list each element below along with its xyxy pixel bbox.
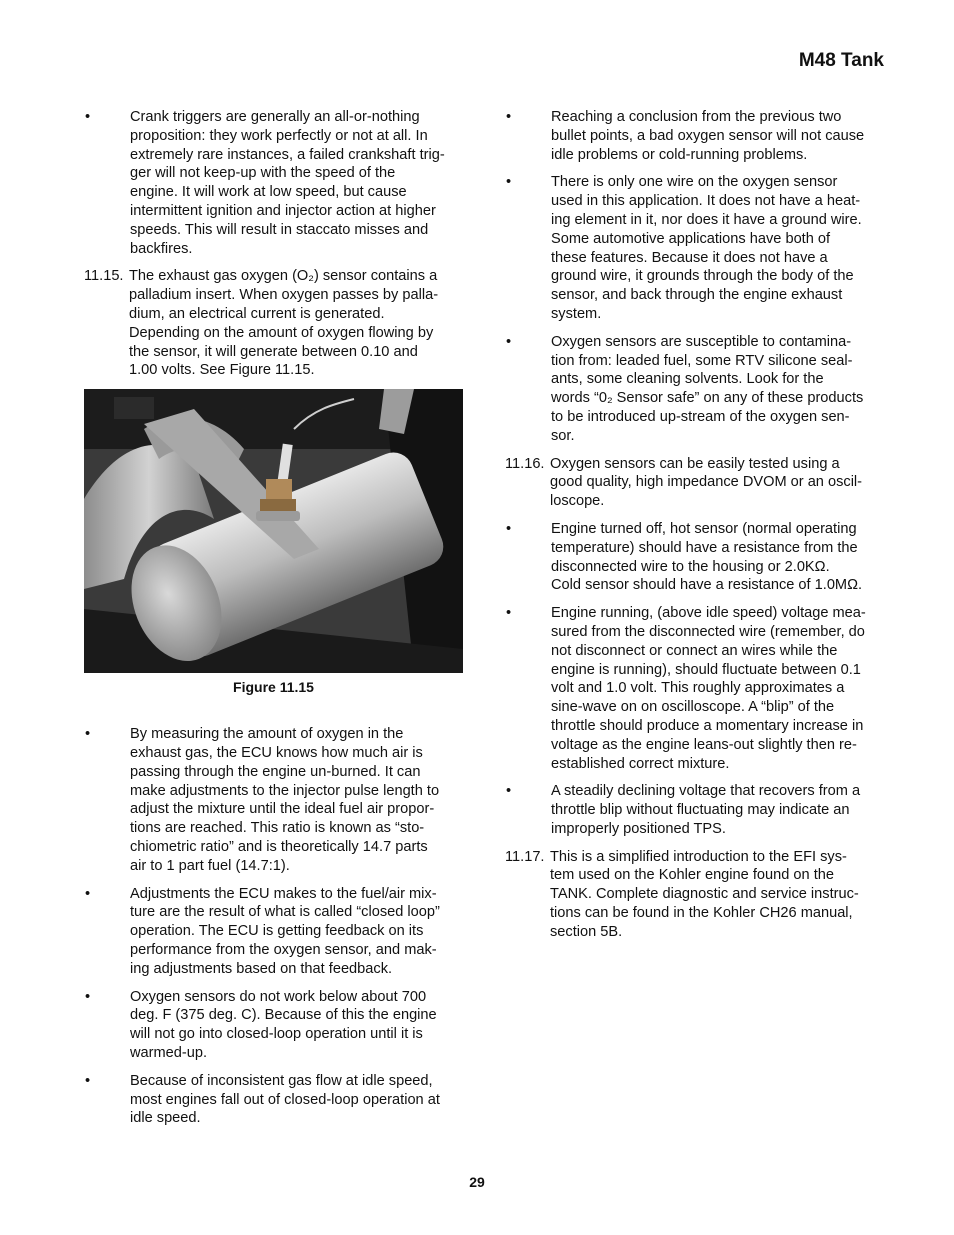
list-item: [505, 108, 885, 164]
list-item-text: The exhaust gas oxygen (O₂) sensor contains a palladium insert. When oxygen passes by palla- dium, an electrical current is generated. Depending on the amount of oxygen flowing by the sensor, it will generate between 0.10 and 1.00 volts. See Figure 11.15.: [129, 268, 439, 379]
left-items-after: [84, 725, 464, 1128]
list-item-text: Engine turned off, hot sensor (normal operating temperature) should have a resistance from the disconnected wire to the housing or 2.0KΩ. Cold sensor should have a resistance of 1.0MΩ.: [551, 520, 863, 594]
list-item: [84, 1072, 464, 1128]
list-marker: •: [85, 109, 91, 125]
list-marker: •: [506, 605, 512, 622]
list-marker: •: [506, 783, 512, 800]
list-item-text: A steadily declining voltage that recovers from a throttle blip without fluctuating may indicate an improperly positioned TPS.: [551, 783, 861, 837]
list-marker: •: [506, 333, 512, 350]
list-item: [84, 885, 464, 979]
list-marker: •: [506, 174, 512, 191]
section-number: 11.16.: [505, 455, 545, 472]
left-column: [84, 108, 464, 1137]
left-items-before: [84, 108, 464, 380]
list-item-text: Engine running, (above idle speed) voltage mea- sured from the disconnected wire (remember, do not disconnect or connect an wires while the engine is running), should fluctuate between 0.1 volt and 1.0 volt. This roughly approximates a sine-wave on on oscilloscope. A “blip” of the throttle should produce a momentary increase in voltage as the engine leans-out slightly then re- established correct mixture.: [551, 605, 866, 772]
list-item-text: Because of inconsistent gas flow at idle speed, most engines fall out of closed-loop operation at idle speed.: [130, 1072, 440, 1127]
list-item: [84, 988, 464, 1063]
page-number: 29: [469, 1174, 485, 1190]
list-item-text: Oxygen sensors do not work below about 700 deg. F (375 deg. C). Because of this the engine will not go into closed-loop operation until it is warmed-up.: [130, 988, 437, 1061]
list-item-text: By measuring the amount of oxygen in the exhaust gas, the ECU knows how much air is passing through the engine un-burned. It can make adjustments to the injector pulse length to adjust the mixture until the ideal fuel air propor- tions are reached. This ratio is known as “sto- chiometric ratio” and is theoretically 14.7 parts air to 1 part fuel (14.7:1).: [130, 726, 440, 874]
page-header-title: M48 Tank: [798, 50, 884, 71]
list-item: [505, 520, 885, 595]
list-item: [505, 604, 885, 773]
figure-caption: Figure 11.15: [233, 679, 314, 696]
section-number: 11.17.: [505, 848, 545, 865]
list-marker: •: [85, 726, 91, 743]
list-item-text: Oxygen sensors are susceptible to contamina- tion from: leaded fuel, some RTV silicone seal- ants, some cleaning solvents. Look for the words “0₂ Sensor safe” on any of these products to be introduced up-stream of the oxygen sen- sor.: [551, 333, 864, 444]
list-marker: •: [85, 885, 91, 902]
figure-oxygen-sensor-photo: [84, 389, 463, 673]
list-item-text: This is a simplified introduction to the EFI sys- tem used on the Kohler engine found on the TANK. Complete diagnostic and service instruc- tions can be found in the Kohler CH26 manual, section 5B.: [550, 848, 859, 940]
list-item: [505, 455, 885, 511]
list-marker: •: [506, 109, 512, 125]
list-item-text: Crank triggers are generally an all-or-nothing proposition: they work perfectly or not at all. In extremely rare instances, a failed crankshaft trig- ger will not keep-up with the speed of the engine. It will work at low speed, but cause intermittent ignition and injector action at higher speeds. This will result in staccato misses and backfires.: [130, 109, 445, 257]
list-marker: •: [85, 1072, 91, 1089]
list-item: [505, 173, 885, 323]
list-marker: •: [85, 988, 91, 1005]
list-item: [84, 267, 464, 380]
list-item: [505, 333, 885, 446]
list-item-text: Reaching a conclusion from the previous two bullet points, a bad oxygen sensor will not cause idle problems or cold-running problems.: [551, 109, 865, 163]
list-marker: •: [506, 520, 512, 537]
list-item-text: Adjustments the ECU makes to the fuel/air mix- ture are the result of what is called “closed loop” operation. The ECU is getting feedback on its performance from the oxygen sensor, and mak- ing adjustments based on that feedback.: [130, 885, 440, 977]
list-item: [505, 782, 885, 838]
list-item: [84, 108, 464, 258]
section-number: 11.15.: [84, 268, 124, 285]
list-item: [84, 725, 464, 875]
right-column: [505, 108, 885, 951]
list-item-text: There is only one wire on the oxygen sensor used in this application. It does not have a heat- ing element in it, nor does it have a ground wire. Some automotive applications have both of these features. Because it does not have a ground wire, it grounds through the body of the sensor, and back through the engine exhaust system.: [551, 174, 862, 322]
list-item-text: Oxygen sensors can be easily tested using a good quality, high impedance DVOM or an oscil- loscope.: [550, 455, 863, 510]
list-item: [505, 848, 885, 942]
exhaust-muffler-illustration: [84, 389, 463, 673]
